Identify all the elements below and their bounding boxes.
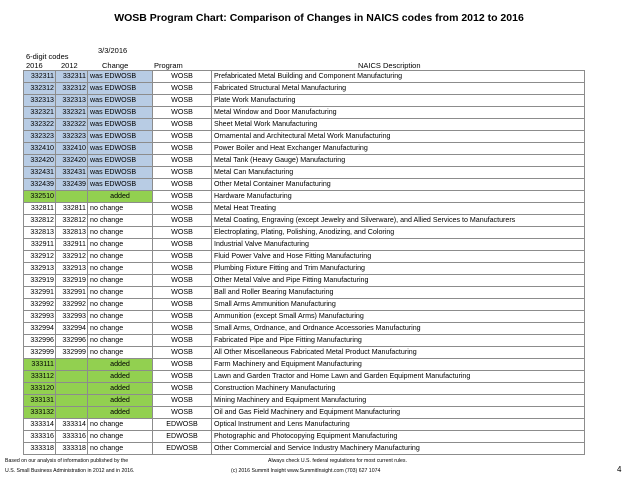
description-cell: Metal Heat Treating bbox=[212, 203, 585, 215]
code-2012-cell: 332431 bbox=[56, 167, 88, 179]
code-2016-cell: 332322 bbox=[24, 119, 56, 131]
description-cell: Construction Machinery Manufacturing bbox=[212, 383, 585, 395]
page-number: 4 bbox=[617, 465, 622, 474]
code-2016-cell: 332813 bbox=[24, 227, 56, 239]
change-cell: no change bbox=[88, 299, 153, 311]
program-cell: WOSB bbox=[153, 323, 212, 335]
code-2016-cell: 333132 bbox=[24, 407, 56, 419]
program-cell: EDWOSB bbox=[153, 431, 212, 443]
change-cell: added bbox=[88, 383, 153, 395]
program-cell: WOSB bbox=[153, 191, 212, 203]
change-cell: no change bbox=[88, 215, 153, 227]
change-cell: was EDWOSB bbox=[88, 71, 153, 83]
program-cell: WOSB bbox=[153, 275, 212, 287]
change-cell: was EDWOSB bbox=[88, 179, 153, 191]
col-header-description: NAICS Description bbox=[358, 61, 421, 70]
change-cell: no change bbox=[88, 227, 153, 239]
code-2016-cell: 332431 bbox=[24, 167, 56, 179]
program-cell: EDWOSB bbox=[153, 419, 212, 431]
table-row bbox=[24, 335, 585, 347]
change-cell: no change bbox=[88, 239, 153, 251]
program-cell: WOSB bbox=[153, 227, 212, 239]
description-cell: Optical Instrument and Lens Manufacturing bbox=[212, 419, 585, 431]
code-2012-cell: 332919 bbox=[56, 275, 88, 287]
naics-table bbox=[23, 70, 585, 455]
description-cell: Mining Machinery and Equipment Manufacturing bbox=[212, 395, 585, 407]
footer-note-1: Based on our analysis of information published by the bbox=[5, 458, 129, 464]
change-cell: added bbox=[88, 191, 153, 203]
program-cell: WOSB bbox=[153, 407, 212, 419]
code-2016-cell: 332993 bbox=[24, 311, 56, 323]
code-2016-cell: 333318 bbox=[24, 443, 56, 455]
table-row bbox=[24, 431, 585, 443]
program-cell: WOSB bbox=[153, 395, 212, 407]
change-cell: no change bbox=[88, 323, 153, 335]
change-cell: no change bbox=[88, 275, 153, 287]
code-2012-cell: 332323 bbox=[56, 131, 88, 143]
code-2016-cell: 333316 bbox=[24, 431, 56, 443]
date-label: 3/3/2016 bbox=[98, 46, 128, 55]
table-row bbox=[24, 179, 585, 191]
code-2016-cell: 332996 bbox=[24, 335, 56, 347]
col-header-change: Change bbox=[102, 61, 129, 70]
code-2012-cell: 332911 bbox=[56, 239, 88, 251]
description-cell: Small Arms, Ordnance, and Ordnance Accessories Manufacturing bbox=[212, 323, 585, 335]
table-row bbox=[24, 83, 585, 95]
table-row bbox=[24, 347, 585, 359]
description-cell: Farm Machinery and Equipment Manufacturing bbox=[212, 359, 585, 371]
change-cell: no change bbox=[88, 251, 153, 263]
program-cell: WOSB bbox=[153, 371, 212, 383]
program-cell: WOSB bbox=[153, 239, 212, 251]
code-2016-cell: 332812 bbox=[24, 215, 56, 227]
code-2016-cell: 332510 bbox=[24, 191, 56, 203]
change-cell: no change bbox=[88, 335, 153, 347]
code-2012-cell: 333316 bbox=[56, 431, 88, 443]
program-cell: WOSB bbox=[153, 203, 212, 215]
description-cell: Metal Coating, Engraving (except Jewelry and Silverware), and Allied Services to Manufacturers bbox=[212, 215, 585, 227]
code-2012-cell bbox=[56, 395, 88, 407]
table-row bbox=[24, 311, 585, 323]
table-row bbox=[24, 395, 585, 407]
code-2016-cell: 332410 bbox=[24, 143, 56, 155]
code-2012-cell: 332813 bbox=[56, 227, 88, 239]
change-cell: added bbox=[88, 407, 153, 419]
code-2016-cell: 332311 bbox=[24, 71, 56, 83]
code-2012-cell: 332313 bbox=[56, 95, 88, 107]
table-row bbox=[24, 239, 585, 251]
code-2016-cell: 332420 bbox=[24, 155, 56, 167]
program-cell: WOSB bbox=[153, 167, 212, 179]
program-cell: WOSB bbox=[153, 263, 212, 275]
code-2016-cell: 332994 bbox=[24, 323, 56, 335]
program-cell: WOSB bbox=[153, 71, 212, 83]
change-cell: was EDWOSB bbox=[88, 143, 153, 155]
program-cell: WOSB bbox=[153, 95, 212, 107]
description-cell: Metal Can Manufacturing bbox=[212, 167, 585, 179]
change-cell: no change bbox=[88, 431, 153, 443]
change-cell: added bbox=[88, 395, 153, 407]
change-cell: no change bbox=[88, 443, 153, 455]
code-2016-cell: 332991 bbox=[24, 287, 56, 299]
table-row bbox=[24, 359, 585, 371]
description-cell: Small Arms Ammunition Manufacturing bbox=[212, 299, 585, 311]
table-row bbox=[24, 419, 585, 431]
code-2016-cell: 332912 bbox=[24, 251, 56, 263]
code-2016-cell: 333112 bbox=[24, 371, 56, 383]
table-row bbox=[24, 263, 585, 275]
footer-copyright: (c) 2016 Summit Insight www.SummitInsight.com (703) 627 1074 bbox=[231, 468, 381, 474]
description-cell: Plate Work Manufacturing bbox=[212, 95, 585, 107]
table-row bbox=[24, 383, 585, 395]
program-cell: WOSB bbox=[153, 359, 212, 371]
table-row bbox=[24, 407, 585, 419]
col-header-2016: 2016 bbox=[26, 61, 43, 70]
change-cell: no change bbox=[88, 263, 153, 275]
table-row bbox=[24, 215, 585, 227]
code-2016-cell: 332811 bbox=[24, 203, 56, 215]
program-cell: WOSB bbox=[153, 155, 212, 167]
change-cell: no change bbox=[88, 347, 153, 359]
program-cell: WOSB bbox=[153, 83, 212, 95]
change-cell: no change bbox=[88, 419, 153, 431]
description-cell: Oil and Gas Field Machinery and Equipment Manufacturing bbox=[212, 407, 585, 419]
code-2016-cell: 332919 bbox=[24, 275, 56, 287]
change-cell: added bbox=[88, 359, 153, 371]
table-row bbox=[24, 251, 585, 263]
code-2012-cell bbox=[56, 407, 88, 419]
program-cell: WOSB bbox=[153, 131, 212, 143]
description-cell: Prefabricated Metal Building and Component Manufacturing bbox=[212, 71, 585, 83]
code-2016-cell: 332999 bbox=[24, 347, 56, 359]
change-cell: no change bbox=[88, 311, 153, 323]
table-row bbox=[24, 71, 585, 83]
change-cell: was EDWOSB bbox=[88, 95, 153, 107]
table-row bbox=[24, 119, 585, 131]
program-cell: WOSB bbox=[153, 347, 212, 359]
program-cell: WOSB bbox=[153, 179, 212, 191]
program-cell: WOSB bbox=[153, 383, 212, 395]
table-row bbox=[24, 323, 585, 335]
table-row bbox=[24, 371, 585, 383]
change-cell: was EDWOSB bbox=[88, 131, 153, 143]
code-2012-cell: 332812 bbox=[56, 215, 88, 227]
description-cell: Fabricated Pipe and Pipe Fitting Manufacturing bbox=[212, 335, 585, 347]
description-cell: Photographic and Photocopying Equipment Manufacturing bbox=[212, 431, 585, 443]
table-row bbox=[24, 95, 585, 107]
description-cell: Metal Tank (Heavy Gauge) Manufacturing bbox=[212, 155, 585, 167]
program-cell: WOSB bbox=[153, 119, 212, 131]
code-2012-cell: 332811 bbox=[56, 203, 88, 215]
program-cell: WOSB bbox=[153, 299, 212, 311]
code-2012-cell bbox=[56, 359, 88, 371]
code-2012-cell: 332912 bbox=[56, 251, 88, 263]
col-header-2012: 2012 bbox=[61, 61, 78, 70]
page-title: WOSB Program Chart: Comparison of Changes in NAICS codes from 2012 to 2016 bbox=[114, 12, 524, 24]
description-cell: Other Metal Valve and Pipe Fitting Manufacturing bbox=[212, 275, 585, 287]
code-2012-cell: 332322 bbox=[56, 119, 88, 131]
table-row bbox=[24, 227, 585, 239]
code-2012-cell: 332312 bbox=[56, 83, 88, 95]
description-cell: Electroplating, Plating, Polishing, Anodizing, and Coloring bbox=[212, 227, 585, 239]
description-cell: Ammunition (except Small Arms) Manufacturing bbox=[212, 311, 585, 323]
code-2016-cell: 332323 bbox=[24, 131, 56, 143]
description-cell: Fluid Power Valve and Hose Fitting Manufacturing bbox=[212, 251, 585, 263]
code-2012-cell: 332994 bbox=[56, 323, 88, 335]
codes-label: 6-digit codes bbox=[26, 52, 69, 61]
change-cell: was EDWOSB bbox=[88, 167, 153, 179]
code-2012-cell: 332321 bbox=[56, 107, 88, 119]
code-2012-cell: 332420 bbox=[56, 155, 88, 167]
table-row bbox=[24, 203, 585, 215]
description-cell: Ball and Roller Bearing Manufacturing bbox=[212, 287, 585, 299]
code-2016-cell: 333111 bbox=[24, 359, 56, 371]
description-cell: Industrial Valve Manufacturing bbox=[212, 239, 585, 251]
table-row bbox=[24, 143, 585, 155]
code-2012-cell: 332992 bbox=[56, 299, 88, 311]
change-cell: no change bbox=[88, 203, 153, 215]
code-2012-cell: 332991 bbox=[56, 287, 88, 299]
code-2016-cell: 332992 bbox=[24, 299, 56, 311]
code-2016-cell: 332439 bbox=[24, 179, 56, 191]
change-cell: added bbox=[88, 371, 153, 383]
code-2012-cell: 333314 bbox=[56, 419, 88, 431]
code-2012-cell: 332410 bbox=[56, 143, 88, 155]
table-row bbox=[24, 287, 585, 299]
code-2012-cell: 332996 bbox=[56, 335, 88, 347]
code-2016-cell: 333120 bbox=[24, 383, 56, 395]
table-row bbox=[24, 191, 585, 203]
program-cell: WOSB bbox=[153, 311, 212, 323]
code-2012-cell: 332913 bbox=[56, 263, 88, 275]
description-cell: Hardware Manufacturing bbox=[212, 191, 585, 203]
description-cell: Metal Window and Door Manufacturing bbox=[212, 107, 585, 119]
description-cell: Power Boiler and Heat Exchanger Manufacturing bbox=[212, 143, 585, 155]
code-2016-cell: 332911 bbox=[24, 239, 56, 251]
footer-note-2: U.S. Small Business Administration in 2012 and in 2016. bbox=[5, 468, 135, 474]
code-2016-cell: 333314 bbox=[24, 419, 56, 431]
program-cell: WOSB bbox=[153, 287, 212, 299]
program-cell: WOSB bbox=[153, 143, 212, 155]
program-cell: WOSB bbox=[153, 335, 212, 347]
description-cell: Other Commercial and Service Industry Machinery Manufacturing bbox=[212, 443, 585, 455]
description-cell: Other Metal Container Manufacturing bbox=[212, 179, 585, 191]
code-2016-cell: 332312 bbox=[24, 83, 56, 95]
description-cell: Fabricated Structural Metal Manufacturing bbox=[212, 83, 585, 95]
table-row bbox=[24, 155, 585, 167]
col-header-program: Program bbox=[154, 61, 183, 70]
code-2012-cell: 333318 bbox=[56, 443, 88, 455]
code-2016-cell: 332913 bbox=[24, 263, 56, 275]
code-2012-cell bbox=[56, 383, 88, 395]
program-cell: WOSB bbox=[153, 107, 212, 119]
change-cell: was EDWOSB bbox=[88, 107, 153, 119]
code-2016-cell: 333131 bbox=[24, 395, 56, 407]
table-row bbox=[24, 131, 585, 143]
code-2016-cell: 332313 bbox=[24, 95, 56, 107]
change-cell: no change bbox=[88, 287, 153, 299]
change-cell: was EDWOSB bbox=[88, 155, 153, 167]
description-cell: Plumbing Fixture Fitting and Trim Manufacturing bbox=[212, 263, 585, 275]
footer-disclaimer: Always check U.S. federal regulations for most current rules. bbox=[268, 458, 407, 464]
table-row bbox=[24, 275, 585, 287]
description-cell: Lawn and Garden Tractor and Home Lawn and Garden Equipment Manufacturing bbox=[212, 371, 585, 383]
code-2012-cell: 332311 bbox=[56, 71, 88, 83]
code-2012-cell: 332999 bbox=[56, 347, 88, 359]
code-2012-cell: 332993 bbox=[56, 311, 88, 323]
table-row bbox=[24, 443, 585, 455]
table-row bbox=[24, 299, 585, 311]
program-cell: EDWOSB bbox=[153, 443, 212, 455]
code-2012-cell bbox=[56, 371, 88, 383]
description-cell: Ornamental and Architectural Metal Work Manufacturing bbox=[212, 131, 585, 143]
description-cell: All Other Miscellaneous Fabricated Metal Product Manufacturing bbox=[212, 347, 585, 359]
code-2012-cell bbox=[56, 191, 88, 203]
program-cell: WOSB bbox=[153, 215, 212, 227]
code-2012-cell: 332439 bbox=[56, 179, 88, 191]
table-row bbox=[24, 167, 585, 179]
program-cell: WOSB bbox=[153, 251, 212, 263]
change-cell: was EDWOSB bbox=[88, 119, 153, 131]
code-2016-cell: 332321 bbox=[24, 107, 56, 119]
description-cell: Sheet Metal Work Manufacturing bbox=[212, 119, 585, 131]
change-cell: was EDWOSB bbox=[88, 83, 153, 95]
table-row bbox=[24, 107, 585, 119]
